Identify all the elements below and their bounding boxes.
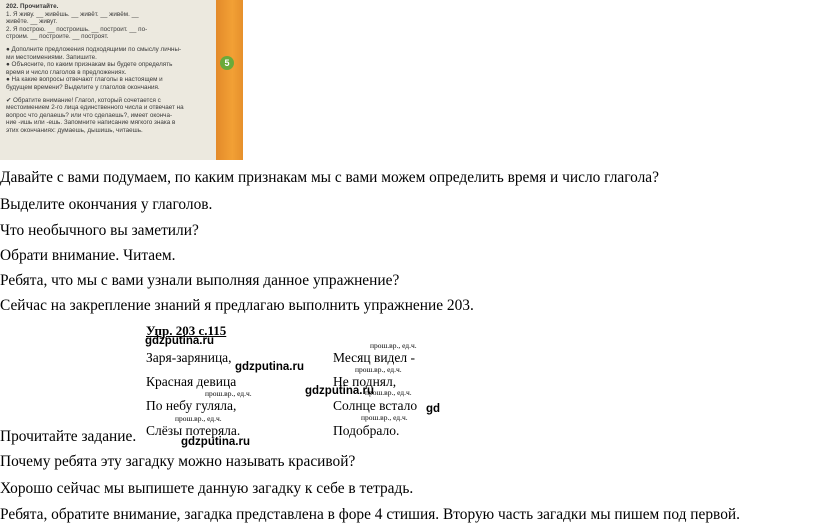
grammar-note: прош.вр., ед.ч. <box>370 341 417 350</box>
paragraph-write-riddle: Хорошо сейчас мы выпишете данную загадку к себе в тетрадь. <box>0 480 414 497</box>
textbook-line: ● Дополните предложения подходящими по смыслу личны- <box>6 45 182 53</box>
textbook-line: этих окончаниях: думаешь, дышишь, читаешь. <box>6 126 143 134</box>
watermark-fragment: gd <box>426 403 441 415</box>
textbook-text <box>6 3 212 135</box>
paragraph-read-task: Прочитайте задание. <box>0 428 137 445</box>
textbook-line: местоимением 2-го лица единственного числа и отвечает на <box>6 104 184 112</box>
paragraph-what-learned: Ребята, что мы с вами узнали выполняя данное упражнение? <box>0 272 400 289</box>
riddle-line-4: Слёзы потеряла. <box>146 423 241 438</box>
grammar-note: прош.вр., ед.ч. <box>175 414 222 423</box>
riddle-line-5: Месяц видел - <box>333 350 416 365</box>
textbook-line: ние -ишь или -ешь. Запомните написание мягкого знака в <box>6 119 176 127</box>
exercise-203-image <box>143 323 441 448</box>
textbook-line: будущем времени? Выделите у глаголов окончания. <box>6 83 160 91</box>
riddle-line-7: Солнце встало <box>333 398 418 413</box>
riddle-line-2: Красная девица <box>146 374 237 389</box>
grammar-note: прош.вр., ед.ч. <box>365 388 412 397</box>
paragraph-why-beautiful: Почему ребята эту загадку можно называть красивой? <box>0 453 356 470</box>
grammar-note: прош.вр., ед.ч. <box>205 389 252 398</box>
textbook-line: живёте. __ живут. <box>6 18 58 26</box>
page-edge-strip <box>216 0 243 160</box>
textbook-line: ми местоимениями. Запишите. <box>6 53 97 61</box>
paragraph-pay-attention: Обрати внимание. Читаем. <box>0 247 176 264</box>
textbook-line: 1. Я живу. __ живёшь. __ живёт. __ живём. __ <box>6 10 139 18</box>
grammar-note: прош.вр., ед.ч. <box>355 365 402 374</box>
textbook-line: строим. __ построите. __ построят. <box>6 33 109 41</box>
paragraph-exercise-203: Сейчас на закрепление знаний я предлагаю выполнить упражнение 203. <box>0 297 474 314</box>
riddle-line-6: Не поднял, <box>333 374 397 389</box>
paragraph-riddle-form: Ребята, обратите внимание, загадка представлена в форе 4 стишия. Вторую часть загадки мы пишем под первой. <box>0 506 740 523</box>
riddle-line-1: Заря-заряница, <box>146 350 232 365</box>
textbook-page-scan <box>0 0 243 160</box>
textbook-line: вопрос что делаешь? или что сделаешь?, имеет оконча- <box>6 111 173 119</box>
riddle-line-3: По небу гуляла, <box>146 398 237 413</box>
textbook-line: время и число глаголов в предложениях. <box>6 68 127 76</box>
textbook-line: ● Объясните, по каким признакам вы будете определять <box>6 61 173 69</box>
riddle-line-8: Подобрало. <box>333 423 400 438</box>
textbook-line: 202. Прочитайте. <box>6 3 59 10</box>
page-badge: 5 <box>220 56 234 70</box>
paragraph-highlight-endings: Выделите окончания у глаголов. <box>0 196 213 213</box>
textbook-line: ✔ Обратите внимание! Глагол, который сочетается с <box>6 96 161 104</box>
paragraph-unusual: Что необычного вы заметили? <box>0 222 199 239</box>
watermark: gdzputina.ru <box>181 436 250 448</box>
grammar-note: прош.вр., ед.ч. <box>361 413 408 422</box>
watermark: gdzputina.ru <box>305 385 374 397</box>
exercise-title: Упр. 203 с.115 <box>146 323 227 338</box>
textbook-line: 2. Я построю. __ построишь. __ построит. __ по- <box>6 25 148 33</box>
paragraph-question-time-number: Давайте с вами подумаем, по каким признакам мы с вами можем определить время и число глагола? <box>0 169 659 186</box>
textbook-line: ● На какие вопросы отвечают глаголы в настоящем и <box>6 76 163 84</box>
watermark: gdzputina.ru <box>145 335 214 347</box>
watermark: gdzputina.ru <box>235 361 304 373</box>
